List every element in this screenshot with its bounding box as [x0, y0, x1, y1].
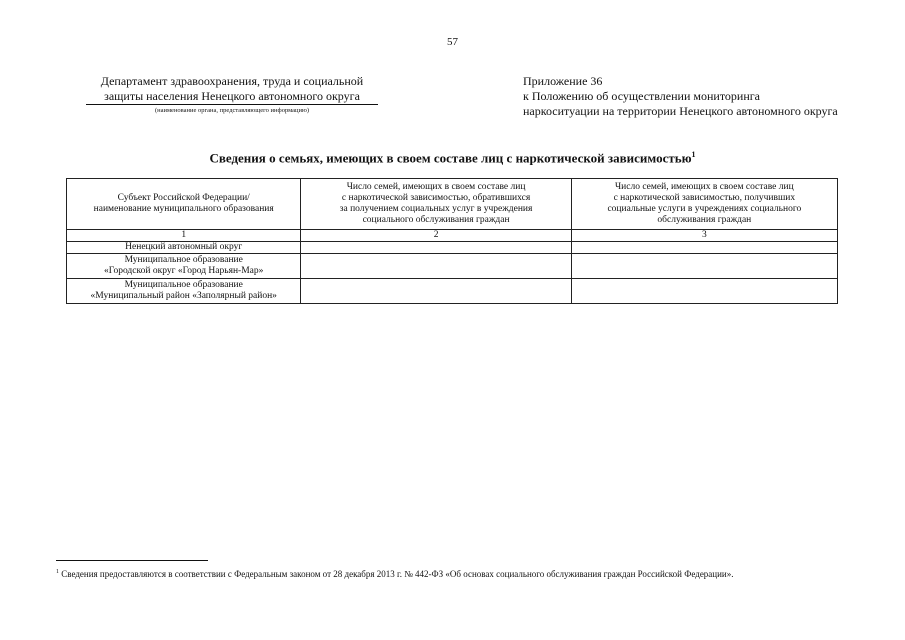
row-subject-cell: Муниципальное образование «Муниципальный район «Заполярный район» — [67, 279, 301, 304]
footnote-divider — [56, 560, 208, 561]
table-row — [67, 279, 838, 304]
appendix-line1: Приложение 36 — [523, 74, 603, 88]
table-row — [67, 242, 838, 254]
column-number: 2 — [301, 230, 571, 242]
footnote — [56, 566, 850, 580]
footnote-text: Сведения предоставляются в соответствии с Федеральным законом от 28 декабря 2013 г. № 442-ФЗ «Об основах социального обслуживания граждан Российской Федерации». — [61, 569, 734, 579]
header-subject: Субъект Российской Федерации/ наименование муниципального образования — [67, 179, 301, 230]
column-number-row — [67, 230, 838, 242]
row-subject-cell: Ненецкий автономный округ — [67, 242, 301, 254]
appendix-line2: к Положению об осуществлении мониторинга — [523, 89, 761, 103]
organization-caption: (наименование органа, представляющего информацию) — [154, 107, 310, 114]
table-row — [67, 254, 838, 279]
organization-block — [62, 74, 402, 115]
title-footnote-mark: 1 — [691, 150, 696, 159]
row-value-cell — [301, 242, 571, 254]
row-value-cell — [571, 279, 837, 304]
row-value-cell — [571, 254, 837, 279]
footnote-mark: 1 — [56, 569, 59, 575]
row-subject-cell: Муниципальное образование «Городской округ «Город Нарьян-Мар» — [67, 254, 301, 279]
organization-name-line1: Департамент здравоохранения, труда и социальной — [100, 74, 364, 88]
appendix-line3: наркоситуации на территории Ненецкого автономного округа — [523, 104, 838, 118]
organization-name-line2: защиты населения Ненецкого автономного округа — [86, 89, 378, 105]
header-families-applied: Число семей, имеющих в своем составе лиц с наркотической зависимостью, обратившихся за получением социальных услуг в учреждения социального обслуживания граждан — [301, 179, 571, 230]
table-header-row — [67, 179, 838, 230]
document-title — [0, 150, 905, 166]
data-table — [66, 178, 838, 304]
appendix-block — [523, 74, 883, 119]
row-value-cell — [301, 279, 571, 304]
page-number: 57 — [447, 36, 458, 48]
column-number: 3 — [571, 230, 837, 242]
column-number: 1 — [67, 230, 301, 242]
row-value-cell — [571, 242, 837, 254]
document-title-text: Сведения о семьях, имеющих в своем составе лиц с наркотической зависимостью — [209, 150, 692, 166]
row-value-cell — [301, 254, 571, 279]
header-families-received: Число семей, имеющих в своем составе лиц с наркотической зависимостью, получивших социальные услуги в учреждениях социального обслуживания граждан — [571, 179, 837, 230]
